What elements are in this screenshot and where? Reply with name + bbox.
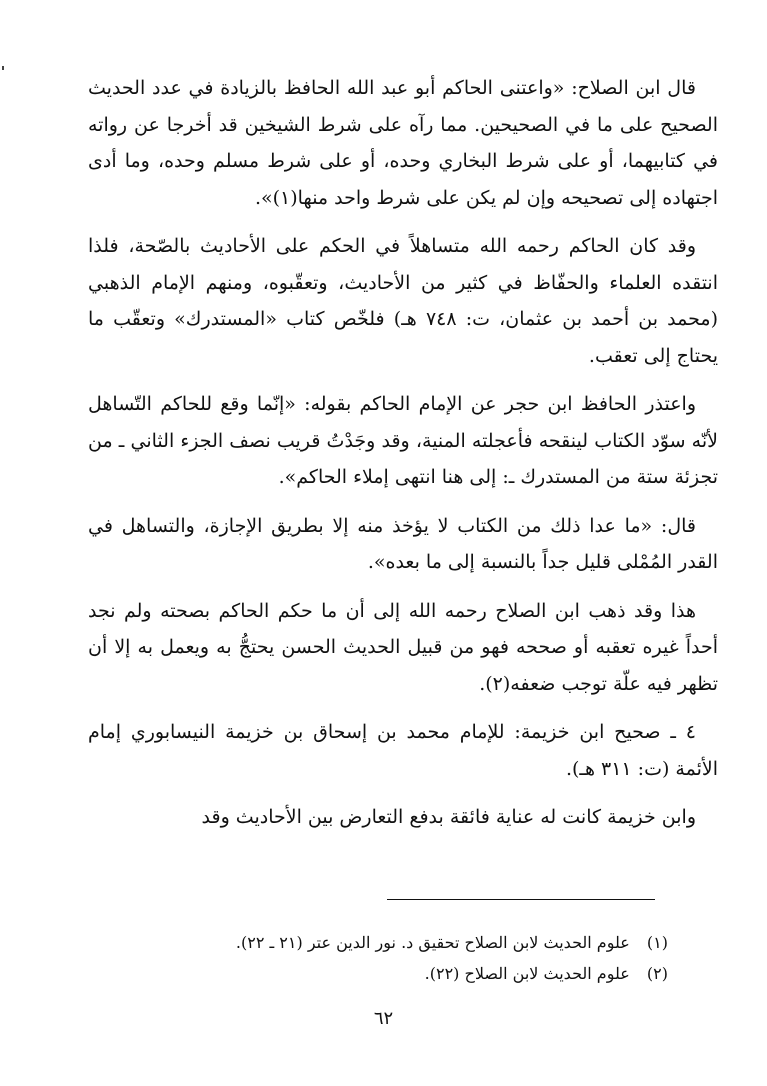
paragraph-2: وقد كان الحاكم رحمه الله متساهلاً في الحكم على الأحاديث بالصّحة، فلذا انتقده العلماء والحفّاظ في كثير من الأحاديث، وتعقّبوه، ومنهم الإمام الذهبي (محمد بن أحمد بن عثمان، ت: ٧٤٨ هـ) فلخّص كتاب «المستدرك» وتعقّب ما يحتاج إلى تعقب.: [88, 235, 718, 367]
paragraph-1: قال ابن الصلاح: «واعتنى الحاكم أبو عبد الله الحافظ بالزيادة في عدد الحديث الصحيح على ما في الصحيحين. مما رآه على شرط الشيخين قد أخرجا عن رواته في كتابيهما، أو على شرط البخاري وحده، أو على شرط مسلم وحده، وما أدى اجتهاده إلى تصحيحه وإن لم يكن على شرط واحد منها(١)».: [88, 77, 718, 209]
paragraph-7: وابن خزيمة كانت له عناية فائقة بدفع التعارض بين الأحاديث وقد: [201, 806, 696, 828]
paragraph-4: قال: «ما عدا ذلك من الكتاب لا يؤخذ منه إلا بطريق الإجازة، والتساهل في القدر المُمْلى قليل جداً بالنسبة إلى ما بعده».: [88, 514, 718, 573]
footnote-2: [88, 958, 668, 989]
page-number: ٦٢: [373, 1008, 394, 1029]
footnote-divider: [387, 899, 655, 900]
footnote-number: (٢): [646, 964, 668, 983]
footnote-number: (١): [646, 933, 668, 952]
paragraph-3: واعتذر الحافظ ابن حجر عن الإمام الحاكم بقوله: «إنّما وقع للحاكم التّساهل لأنّه سوّد الكتاب لينقحه فأعجلته المنية، وقد وجَدْتُ قريب نصف الجزء الثاني ـ من تجزئة ستة من المستدرك ـ: إلى هنا انتهى إملاء الحاكم».: [88, 393, 718, 488]
page-body: [88, 70, 718, 848]
footnote-text: علوم الحديث لابن الصلاح (٢٢).: [424, 964, 630, 983]
paragraph-5: هذا وقد ذهب ابن الصلاح رحمه الله إلى أن ما حكم الحاكم بصحته ولم نجد أحداً غيره تعقبه أو صححه فهو من قبيل الحديث الحسن يحتجُّ به ويعمل به إلا أن تظهر فيه علّة توجب ضعفه(٢).: [88, 599, 718, 695]
footnote-text: علوم الحديث لابن الصلاح تحقيق د. نور الدين عتر (٢١ ـ ٢٢).: [235, 933, 630, 952]
footnotes: [88, 927, 668, 989]
footnote-1: [88, 927, 668, 958]
margin-mark: [2, 66, 4, 70]
paragraph-6: ٤ ـ صحيح ابن خزيمة: للإمام محمد بن إسحاق بن خزيمة النيسابوري إمام الأئمة (ت: ٣١١ هـ).: [88, 721, 718, 780]
